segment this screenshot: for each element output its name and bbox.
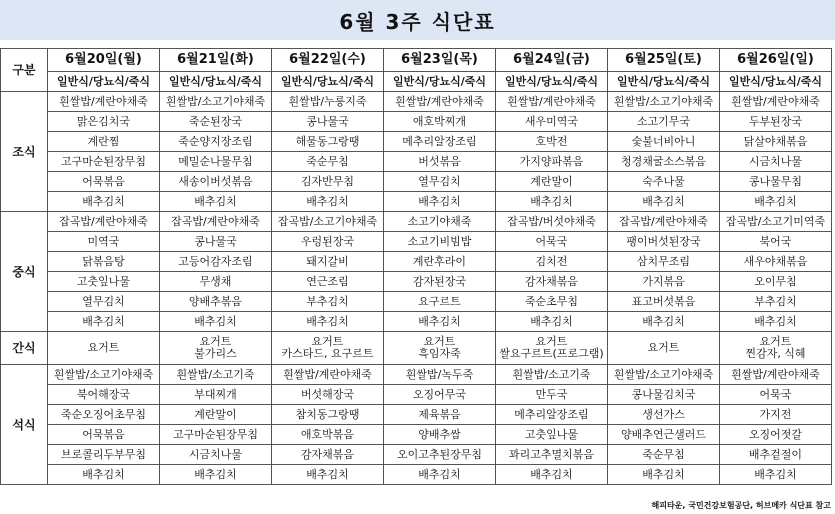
menu-cell-line: 요거트 [423,335,456,348]
menu-cell: 열무김치 [48,292,160,312]
menu-cell: 감자채볶음 [496,272,608,292]
table-row [1,272,832,292]
date-header: 6월22일(수) [272,49,384,72]
menu-cell: 콩나물국 [272,112,384,132]
menu-cell: 잡곡밥/계란야채죽 [48,212,160,232]
menu-cell: 콩나물국 [160,232,272,252]
menu-cell: 오이고추된장무침 [384,445,496,465]
menu-cell: 배추김치 [160,465,272,485]
footer-source: 해피타운, 국민건강보험공단, 허브메카 식단표 참고 [651,501,831,510]
menu-cell: 가지전 [720,405,832,425]
menu-cell: 배추김치 [272,465,384,485]
menu-cell: 버섯볶음 [384,152,496,172]
section-label: 중식 [1,212,48,332]
menu-cell: 새우미역국 [496,112,608,132]
menu-cell: 배추김치 [48,312,160,332]
menu-cell: 어묵국 [720,385,832,405]
menu-cell: 숙주나물 [608,172,720,192]
menu-cell: 배추김치 [496,312,608,332]
menu-cell: 고춧잎나물 [48,272,160,292]
menu-cell: 오징어무국 [384,385,496,405]
menu-cell: 고구마순된장무침 [48,152,160,172]
menu-cell: 애호박찌개 [384,112,496,132]
menu-cell: 메추리알장조림 [384,132,496,152]
subtitle-row [1,72,832,92]
menu-cell: 흰쌀밥/계란야채죽 [272,365,384,385]
menu-cell: 계란말이 [160,405,272,425]
menu-cell-line: 요거트 [647,341,680,354]
menu-cell: 참치동그랑땡 [272,405,384,425]
category-header: 구분 [1,49,48,92]
date-row [1,49,832,72]
menu-cell: 배추김치 [496,192,608,212]
menu-cell: 고구마순된장무침 [160,425,272,445]
menu-cell-line: 요거트 [199,335,232,348]
section-label: 간식 [1,332,48,365]
menu-cell: 무생채 [160,272,272,292]
menu-cell: 어묵볶음 [48,172,160,192]
menu-cell: 계란말이 [496,172,608,192]
table-row [1,232,832,252]
menu-cell: 배추김치 [272,192,384,212]
menu-cell: 양배추볶음 [160,292,272,312]
menu-cell: 배추김치 [608,465,720,485]
menu-cell [160,332,272,365]
menu-cell: 흰쌀밥/계란야채죽 [720,92,832,112]
menu-cell: 배추김치 [160,192,272,212]
menu-cell: 배추김치 [720,465,832,485]
table-row [1,312,832,332]
menu-cell-line: 요거트 [535,335,568,348]
menu-cell: 콩나물무침 [720,172,832,192]
menu-cell: 가지양파볶음 [496,152,608,172]
menu-cell-line: 쌀요구르트(프로그램) [499,347,604,360]
menu-cell: 고등어감자조림 [160,252,272,272]
table-row [1,332,832,365]
menu-cell: 가지볶음 [608,272,720,292]
menu-cell: 열무김치 [384,172,496,192]
menu-cell: 팽이버섯된장국 [608,232,720,252]
menu-cell-line: 요거트 [87,341,120,354]
menu-cell: 메추리알장조림 [496,405,608,425]
menu-cell: 계란찜 [48,132,160,152]
menu-cell [608,332,720,365]
menu-cell: 배추김치 [608,312,720,332]
table-row [1,152,832,172]
menu-cell: 배추김치 [384,465,496,485]
table-row [1,365,832,385]
menu-cell: 시금치나물 [160,445,272,465]
table-row [1,252,832,272]
menu-cell: 버섯해장국 [272,385,384,405]
menu-cell: 배추김치 [160,312,272,332]
date-header: 6월21일(화) [160,49,272,72]
menu-cell: 브로콜리두부무침 [48,445,160,465]
menu-cell: 소고기비빔밥 [384,232,496,252]
table-row [1,172,832,192]
menu-cell: 김치전 [496,252,608,272]
date-header: 6월25일(토) [608,49,720,72]
menu-cell: 잡곡밥/버섯야채죽 [496,212,608,232]
menu-cell: 오징어젓갈 [720,425,832,445]
section-label: 조식 [1,92,48,212]
menu-cell: 만두국 [496,385,608,405]
menu-cell: 생선가스 [608,405,720,425]
menu-cell: 배추겉절이 [720,445,832,465]
menu-cell: 흰쌀밥/계란야채죽 [48,92,160,112]
menu-cell: 흰쌀밥/소고기야채죽 [160,92,272,112]
menu-cell: 감자된장국 [384,272,496,292]
section-label: 석식 [1,365,48,485]
menu-cell: 흰쌀밥/소고기죽 [160,365,272,385]
menu-cell: 고춧잎나물 [496,425,608,445]
menu-cell: 어묵볶음 [48,425,160,445]
menu-cell: 새우야채볶음 [720,252,832,272]
table-row [1,292,832,312]
meal-type-header: 일반식/당뇨식/죽식 [720,72,832,92]
menu-cell: 부대찌개 [160,385,272,405]
menu-cell: 새송이버섯볶음 [160,172,272,192]
menu-cell: 죽순된장국 [160,112,272,132]
menu-cell: 콩나물김치국 [608,385,720,405]
menu-cell: 어묵국 [496,232,608,252]
menu-cell: 흰쌀밥/계란야채죽 [384,92,496,112]
menu-cell: 꽈리고추멸치볶음 [496,445,608,465]
menu-cell: 배추김치 [720,312,832,332]
menu-cell: 애호박볶음 [272,425,384,445]
meal-type-header: 일반식/당뇨식/죽식 [160,72,272,92]
menu-cell: 표고버섯볶음 [608,292,720,312]
table-row [1,112,832,132]
menu-cell [720,332,832,365]
menu-cell-line: 불가리스 [194,347,237,360]
menu-cell [272,332,384,365]
menu-cell: 양배추연근샐러드 [608,425,720,445]
menu-cell: 잡곡밥/소고기미역죽 [720,212,832,232]
menu-cell-line: 요거트 [759,335,792,348]
menu-cell: 배추김치 [384,312,496,332]
menu-cell: 해물동그랑땡 [272,132,384,152]
date-header: 6월26일(일) [720,49,832,72]
menu-cell: 계란후라이 [384,252,496,272]
menu-cell: 배추김치 [608,192,720,212]
menu-cell [496,332,608,365]
menu-cell: 죽순무침 [272,152,384,172]
table-row [1,192,832,212]
menu-cell: 김자반무침 [272,172,384,192]
menu-cell: 배추김치 [496,465,608,485]
menu-cell: 맑은김치국 [48,112,160,132]
menu-cell: 시금치나물 [720,152,832,172]
menu-cell: 잡곡밥/소고기야채죽 [272,212,384,232]
meal-type-header: 일반식/당뇨식/죽식 [496,72,608,92]
table-row [1,405,832,425]
date-header: 6월23일(목) [384,49,496,72]
menu-cell: 청경채굴소스볶음 [608,152,720,172]
menu-table [0,48,832,485]
menu-cell: 미역국 [48,232,160,252]
menu-cell: 돼지갈비 [272,252,384,272]
table-row [1,92,832,112]
menu-cell: 배추김치 [384,192,496,212]
menu-cell: 잡곡밥/계란야채죽 [608,212,720,232]
menu-cell: 두부된장국 [720,112,832,132]
menu-cell: 부추김치 [720,292,832,312]
table-row [1,212,832,232]
menu-cell: 소고기야채죽 [384,212,496,232]
menu-cell [384,332,496,365]
menu-cell: 소고기무국 [608,112,720,132]
menu-cell: 흰쌀밥/녹두죽 [384,365,496,385]
meal-type-header: 일반식/당뇨식/죽식 [272,72,384,92]
menu-cell: 숯불너비아니 [608,132,720,152]
menu-cell: 제육볶음 [384,405,496,425]
meal-type-header: 일반식/당뇨식/죽식 [608,72,720,92]
menu-cell: 배추김치 [48,192,160,212]
menu-cell [48,332,160,365]
menu-cell: 흰쌀밥/소고기야채죽 [608,365,720,385]
menu-cell: 양배추쌈 [384,425,496,445]
menu-cell: 죽순양지장조림 [160,132,272,152]
menu-cell: 죽순무침 [608,445,720,465]
menu-cell: 흰쌀밥/소고기야채죽 [48,365,160,385]
menu-cell: 흰쌀밥/소고기죽 [496,365,608,385]
menu-cell: 호박전 [496,132,608,152]
menu-cell: 감자채볶음 [272,445,384,465]
menu-cell: 삼치무조림 [608,252,720,272]
menu-cell: 배추김치 [272,312,384,332]
menu-cell: 흰쌀밥/계란야채죽 [720,365,832,385]
menu-cell: 닭살야채볶음 [720,132,832,152]
menu-cell-line: 흑임자죽 [418,347,461,360]
meal-type-header: 일반식/당뇨식/죽식 [48,72,160,92]
menu-cell: 흰쌀밥/소고기야채죽 [608,92,720,112]
page-title: 6월 3주 식단표 [339,9,496,34]
menu-cell: 우렁된장국 [272,232,384,252]
menu-cell: 요구르트 [384,292,496,312]
menu-cell: 잡곡밥/계란야채죽 [160,212,272,232]
menu-cell: 죽순초무침 [496,292,608,312]
menu-cell-line: 찐감자, 식혜 [745,347,806,360]
menu-cell: 배추김치 [720,192,832,212]
meal-type-header: 일반식/당뇨식/죽식 [384,72,496,92]
menu-cell: 닭볶음탕 [48,252,160,272]
date-header: 6월20일(월) [48,49,160,72]
menu-cell: 배추김치 [48,465,160,485]
menu-cell: 북어해장국 [48,385,160,405]
menu-cell: 북어국 [720,232,832,252]
table-row [1,132,832,152]
table-row [1,465,832,485]
menu-cell: 부추김치 [272,292,384,312]
menu-cell: 흰쌀밥/누룽지죽 [272,92,384,112]
menu-cell: 메밀순나물무침 [160,152,272,172]
menu-cell-line: 카스타드, 요구르트 [281,347,374,360]
title-bar [0,0,835,40]
menu-cell: 연근조림 [272,272,384,292]
menu-cell: 오이무침 [720,272,832,292]
table-row [1,385,832,405]
date-header: 6월24일(금) [496,49,608,72]
menu-cell-line: 요거트 [311,335,344,348]
menu-cell: 죽순오징어초무침 [48,405,160,425]
table-row [1,425,832,445]
table-row [1,445,832,465]
menu-cell: 흰쌀밥/계란야채죽 [496,92,608,112]
